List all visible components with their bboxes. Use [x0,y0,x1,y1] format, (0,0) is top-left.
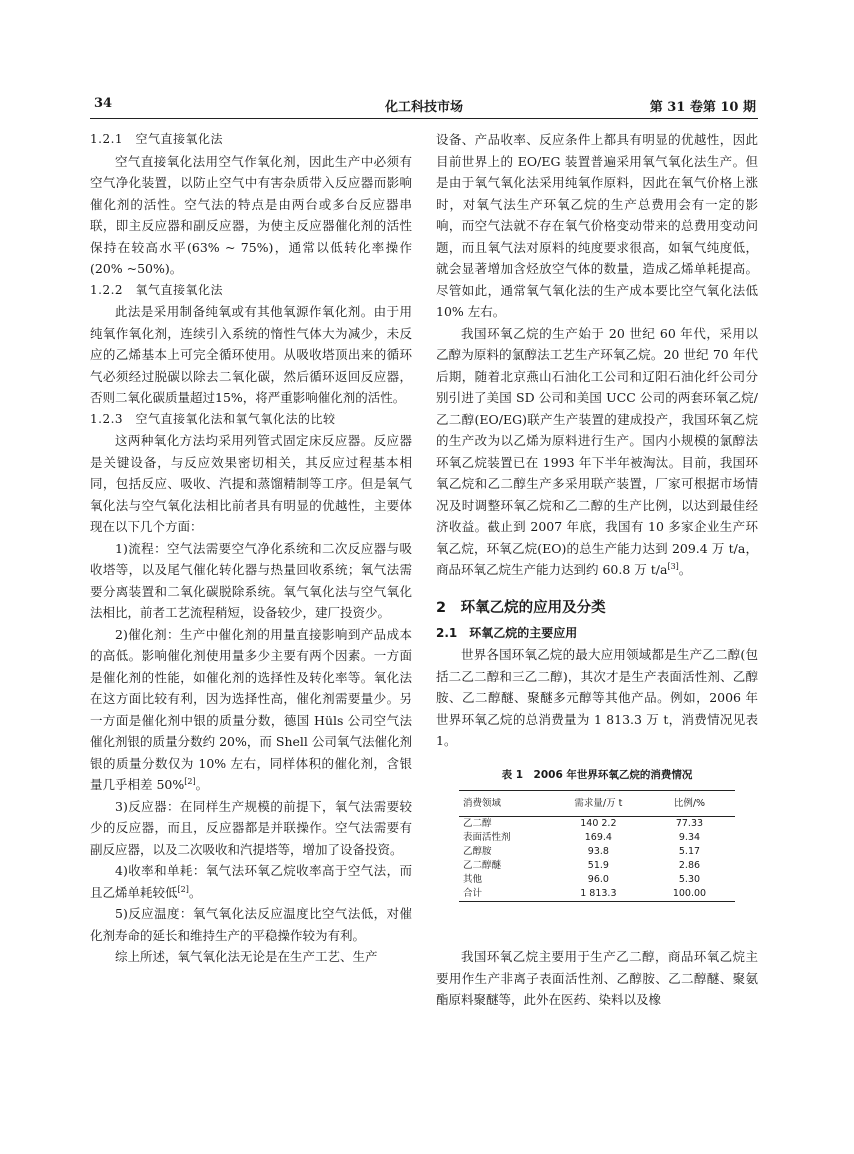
paragraph: 空气直接氧化法用空气作氧化剂，因此生产中必须有空气净化装置，以防止空气中有害杂质带入反应器而影响催化剂的活性。空气法的特点是由两台或多台反应器串联，即主反应器和副反应器，为使主反应器催化剂的活性保持在较高水平(63% ~ 75%)，通常以低转化率操作(20% ~50%)。 [90,153,412,276]
table-cell: 169.4 [584,832,612,843]
table-cell: 5.17 [678,846,701,857]
punctuation: 。 [195,777,209,792]
paragraph-continued: 设备、产品收率、反应条件上都具有明显的优越性，因此目前世界上的 EO/EG 装置普遍采用氧气氧化法生产。但是由于氧气氧化法采用纯氧作原料，因此在氧气价格上涨时，对氧气法生产环氧乙烷的生产总费用会有一定的影响，而空气法就不存在氧气价格变动带来的总费用变动问题，而且氧气法对原料的纯度要求很高，如氧气纯度低，就会显著增加含烃放空气体的数量，造成乙烯单耗提高。尽管如此，通常氧气氧化法的生产成本要比空气氧化法低 10% 左右。 [436,132,758,319]
section-heading-2-1: 2.1 环氧乙烷的主要应用 [436,625,578,640]
section-heading-1-2-2: 1.2.2 氧气直接氧化法 [90,282,224,297]
right-column [436,129,758,1011]
table-row [459,845,735,859]
section-heading-1-2-3: 1.2.3 空气直接氧化法和氧气氧化法的比较 [90,411,336,426]
volume-issue: 第 31 卷第 10 期 [649,100,756,115]
list-item-text: 2)催化剂：生产中催化剂的用量直接影响到产品成本的高低。影响催化剂使用量多少主要有两个因素。一方面是催化剂的性能，如催化剂的选择性及转化率等。氧化法在这方面比较有利，因为选择性高，催化剂需要量少。另一方面是催化剂中银的质量分数，德国 Hüls 公司空气法催化剂银的质量分数约 20%，而 Shell 公司氧气法催化剂银的质量分数仅为 10% 左右，同样体积的催化剂，含银量几乎相差 50% [90,626,412,792]
paragraph-china-production [436,323,758,581]
column-header: 需求量/万 t [553,790,644,817]
table-cell: 乙二醇醚 [463,860,502,871]
table-cell: 乙醇胺 [463,846,492,857]
table-cell: 5.30 [678,874,701,885]
table-cell: 9.34 [678,832,701,843]
table-cell: 合计 [459,887,553,902]
table-row [459,887,735,902]
table-cell: 表面活性剂 [463,832,511,843]
table-cell: 乙二醇 [463,818,492,829]
paragraph: 世界各国环氧乙烷的最大应用领域都是生产乙二醇(包括二乙二醇和三乙二醇)，其次才是生产表面活性剂、乙醇胺、乙二醇醚、聚醚多元醇等其他产品。例如，2006 年世界环氧乙烷的总消费量为 1 813.3 万 t，消费情况见表 1。 [436,647,758,748]
citation-ref: [3] [667,561,679,571]
page-number: 34 [94,96,113,111]
table-cell: 51.9 [587,860,609,871]
table-cell: 100.00 [644,887,735,902]
citation-ref: [2] [184,776,196,786]
paragraph-text: 我国环氧乙烷的生产始于 20 世纪 60 年代，采用以乙醇为原料的氯醇法工艺生产环氧乙烷。20 世纪 70 年代后期，随着北京燕山石油化工公司和辽阳石油化纤公司分别引进了美国 SD 公司和美国 UCC 公司的两套环氧乙烷/乙二醇(EO/EG)联产生产装置的建成投产，我国环氧乙烷的生产改为以乙烯为原料进行生产。国内小规模的氯醇法环氧乙烷装置已在 1993 年下半年被淘汰。目前，我国环氧乙烷和乙二醇生产多采用联产装置，厂家可根据市场情况及时调整环氧乙烷和乙二醇的生产比例，以达到最佳经济收益。截止到 2007 年底，我国有 10 多家企业生产环氧乙烷，环氧乙烷(EO)的总生产能力达到 209.4 万 t/a，商品环氧乙烷生产能力达到约 60.8 万 t/a [436,325,758,577]
list-item-yield [90,860,412,903]
consumption-table [459,790,735,903]
paragraph-summary: 综上所述，氧气氧化法无论是在生产工艺、生产 [115,949,378,964]
column-header: 比例/% [644,790,735,817]
section-heading-1-2-1: 1.2.1 空气直接氧化法 [90,132,224,146]
list-item-catalyst [90,624,412,796]
paragraph: 这两种氧化方法均采用列管式固定床反应器。反应器是关键设备，与反应效果密切相关，其反应过程基本相同，包括反应、吸收、汽提和蒸馏精制等工序。但是氧气氧化法与空气氧化法相比前者具有明显的优越性，主要体现在以下几个方面： [90,433,412,534]
table-cell: 其他 [463,874,483,885]
punctuation: 。 [678,562,692,577]
list-item-text: 4)收率和单耗：氧气法环氧乙烷收率高于空气法，而且乙烯单耗较低 [90,863,412,900]
list-item-flow: 1)流程：空气法需要空气净化系统和二次反应器与吸收塔等，以及尾气催化转化器与热量回收系统；氧气法需要分离装置和二氧化碳脱除系统。氧气氧化法与空气氧化法相比，前者工艺流程稍短，设备较少，建厂投资少。 [90,540,412,620]
table-cell: 93.8 [587,846,609,857]
table-header-row [459,790,735,817]
table-row [459,873,735,887]
table-cell: 1 813.3 [553,887,644,902]
paragraph: 此法是采用制备纯氧或有其他氧源作氧化剂。由于用纯氧作氧化剂，连续引入系统的惰性气体大为减少，未反应的乙烯基本上可完全循环使用。从吸收塔顶出来的循环气必须经过脱碳以除去二氧化碳，然后循环返回反应器，否则二氧化碳质量超过15%，将严重影响催化剂的活性。 [90,304,412,405]
column-header: 消费领域 [459,790,553,817]
journal-title: 化工科技市场 [384,100,463,115]
page-header [90,92,758,119]
table-row [459,817,735,832]
section-heading-2: 2 环氧乙烷的应用及分类 [436,599,606,616]
table-cell: 2.86 [678,860,701,871]
table-row [459,831,735,845]
citation-ref: [2] [177,884,189,894]
left-column [90,129,412,968]
table-row [459,859,735,873]
punctuation: 。 [188,884,202,900]
table-cell: 77.33 [675,818,704,829]
table-cell: 96.0 [587,874,609,885]
table-cell: 140 2.2 [580,818,617,829]
paragraph-final: 我国环氧乙烷主要用于生产乙二醇，商品环氧乙烷主要用作生产非离子表面活性剂、乙醇胺、乙二醇醚、聚氨酯原料聚醚等，此外在医药、染料以及橡 [436,949,758,1007]
list-item-reactor: 3)反应器：在同样生产规模的前提下，氧气法需要较少的反应器，而且，反应器都是并联操作。空气法需要有副反应器，以及二次吸收和汽提塔等，增加了设备投资。 [90,798,412,857]
list-item-temperature: 5)反应温度：氧气氧化法反应温度比空气法低，对催化剂寿命的延长和维持生产的平稳操作较为有利。 [90,906,412,943]
table-caption: 表 1 2006 年世界环氧乙烷的消费情况 [501,768,693,781]
